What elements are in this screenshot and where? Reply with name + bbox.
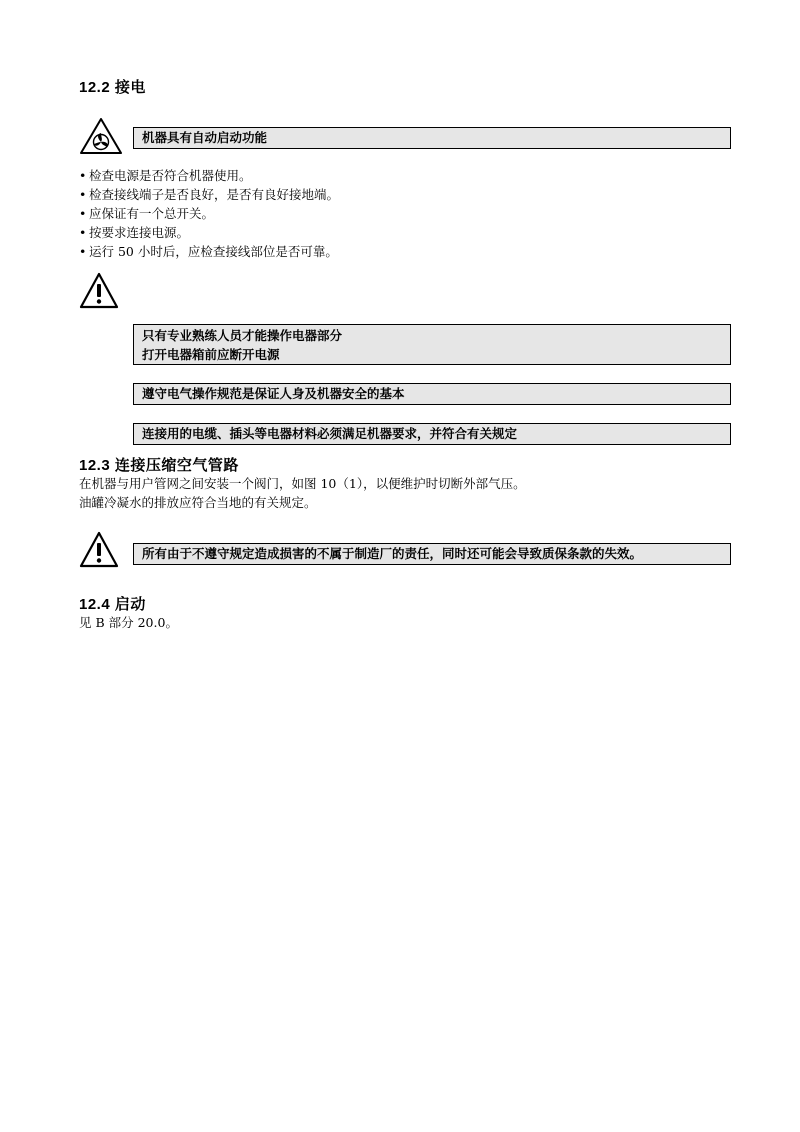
list-item: • 检查电源是否符合机器使用。 bbox=[79, 166, 339, 185]
auto-start-fan-warning-icon bbox=[79, 117, 123, 155]
checklist bbox=[79, 166, 339, 261]
auto-start-notice-box bbox=[133, 127, 731, 149]
list-item: • 按要求连接电源。 bbox=[79, 223, 339, 242]
section-heading-12-3: 12.3 连接压缩空气管路 bbox=[79, 457, 239, 474]
paragraph: 见 B 部分 20.0。 bbox=[79, 615, 178, 630]
warning-triangle-icon bbox=[79, 272, 119, 310]
warning-line: 所有由于不遵守规定造成损害的不属于制造厂的责任，同时还可能会导致质保条款的失效。 bbox=[142, 546, 643, 561]
warning-line: 只有专业熟练人员才能操作电器部分 bbox=[142, 328, 343, 343]
warning-line: 打开电器箱前应断开电源 bbox=[142, 347, 280, 362]
warning-box-electrical bbox=[133, 324, 731, 365]
paragraph: 油罐冷凝水的排放应符合当地的有关规定。 bbox=[79, 495, 317, 510]
warning-line: 遵守电气操作规范是保证人身及机器安全的基本 bbox=[142, 386, 405, 401]
warning-line: 连接用的电缆、插头等电器材料必须满足机器要求，并符合有关规定 bbox=[142, 426, 518, 441]
auto-start-notice-text: 机器具有自动启动功能 bbox=[142, 130, 268, 145]
warning-box-liability bbox=[133, 543, 731, 565]
paragraph: 在机器与用户管网之间安装一个阀门，如图 10（1），以便维护时切断外部气压。 bbox=[79, 476, 526, 491]
warning-box-safety bbox=[133, 383, 731, 405]
list-item: • 检查接线端子是否良好，是否有良好接地端。 bbox=[79, 185, 339, 204]
warning-box-materials bbox=[133, 423, 731, 445]
section-heading-12-2: 12.2 接电 bbox=[79, 79, 146, 96]
section-heading-12-4: 12.4 启动 bbox=[79, 596, 146, 613]
warning-triangle-icon bbox=[79, 531, 119, 569]
list-item: • 运行 50 小时后，应检查接线部位是否可靠。 bbox=[79, 242, 339, 261]
list-item: • 应保证有一个总开关。 bbox=[79, 204, 339, 223]
